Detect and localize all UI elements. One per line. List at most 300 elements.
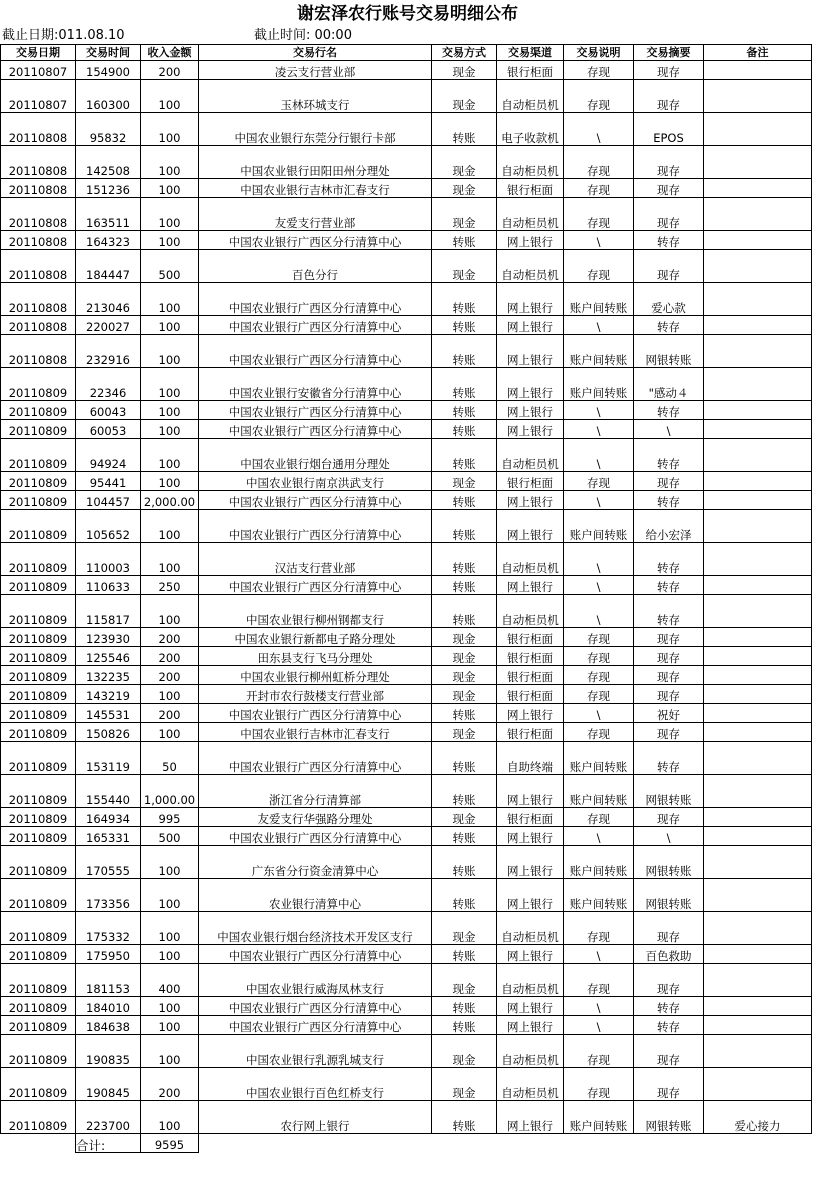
- cell-method: 转账: [432, 543, 497, 576]
- table-row: [1, 401, 812, 420]
- cell-remarks: [704, 420, 812, 439]
- cell-description: \: [564, 113, 634, 146]
- cell-date: 20110809: [1, 945, 76, 964]
- cell-amount: 200: [141, 666, 199, 685]
- cell-method: 转账: [432, 368, 497, 401]
- cell-amount: 100: [141, 316, 199, 335]
- cell-remarks: [704, 808, 812, 827]
- cell-bank: 中国农业银行新都电子路分理处: [199, 628, 432, 647]
- cell-description: \: [564, 595, 634, 628]
- cell-date: 20110809: [1, 1035, 76, 1068]
- cell-description: 存现: [564, 647, 634, 666]
- table-row: [1, 912, 812, 945]
- cell-summary: 转存: [634, 742, 704, 775]
- cell-method: 转账: [432, 510, 497, 543]
- cell-summary: 现存: [634, 964, 704, 997]
- cell-remarks: [704, 231, 812, 250]
- table-row: [1, 368, 812, 401]
- cell-time: 184010: [76, 997, 141, 1016]
- cell-remarks: [704, 945, 812, 964]
- cell-date: 20110809: [1, 879, 76, 912]
- table-row: [1, 61, 812, 80]
- table-row: [1, 231, 812, 250]
- total-empty: [199, 1134, 432, 1153]
- cell-remarks: [704, 283, 812, 316]
- total-row: [1, 1134, 812, 1153]
- cell-time: 115817: [76, 595, 141, 628]
- cell-remarks: [704, 335, 812, 368]
- cell-remarks: [704, 80, 812, 113]
- cell-remarks: [704, 1068, 812, 1101]
- cell-bank: 中国农业银行广西区分行清算中心: [199, 491, 432, 510]
- cell-description: 存现: [564, 198, 634, 231]
- cell-date: 20110809: [1, 742, 76, 775]
- cell-date: 20110809: [1, 628, 76, 647]
- cell-description: \: [564, 704, 634, 723]
- cell-summary: 转存: [634, 401, 704, 420]
- cell-method: 现金: [432, 647, 497, 666]
- cell-channel: 网上银行: [497, 420, 564, 439]
- cell-summary: 网银转账: [634, 879, 704, 912]
- table-row: [1, 742, 812, 775]
- cell-amount: 100: [141, 231, 199, 250]
- cell-method: 现金: [432, 628, 497, 647]
- cell-summary: 现存: [634, 685, 704, 704]
- cell-time: 190835: [76, 1035, 141, 1068]
- cell-summary: 现存: [634, 912, 704, 945]
- cell-bank: 田东县支行飞马分理处: [199, 647, 432, 666]
- cell-bank: 中国农业银行东莞分行银行卡部: [199, 113, 432, 146]
- cell-method: 现金: [432, 723, 497, 742]
- cell-summary: 转存: [634, 543, 704, 576]
- col-header-method: 交易方式: [432, 45, 497, 61]
- cell-method: 现金: [432, 80, 497, 113]
- cell-method: 转账: [432, 401, 497, 420]
- cell-summary: 现存: [634, 808, 704, 827]
- cell-time: 164323: [76, 231, 141, 250]
- cell-channel: 网上银行: [497, 576, 564, 595]
- cell-time: 60053: [76, 420, 141, 439]
- cell-channel: 银行柜面: [497, 808, 564, 827]
- cell-channel: 网上银行: [497, 368, 564, 401]
- table-row: [1, 808, 812, 827]
- cell-bank: 中国农业银行广西区分行清算中心: [199, 316, 432, 335]
- cell-time: 150826: [76, 723, 141, 742]
- cell-channel: 网上银行: [497, 1101, 564, 1134]
- cell-channel: 网上银行: [497, 827, 564, 846]
- cell-summary: 现存: [634, 61, 704, 80]
- table-row: [1, 997, 812, 1016]
- table-row: [1, 113, 812, 146]
- col-header-date: 交易日期: [1, 45, 76, 61]
- cell-channel: 银行柜面: [497, 723, 564, 742]
- cell-date: 20110808: [1, 316, 76, 335]
- col-header-time: 交易时间: [76, 45, 141, 61]
- cell-summary: 网银转账: [634, 335, 704, 368]
- cell-method: 现金: [432, 250, 497, 283]
- cell-method: 现金: [432, 808, 497, 827]
- cell-summary: 百色救助: [634, 945, 704, 964]
- cell-remarks: [704, 179, 812, 198]
- cell-amount: 100: [141, 283, 199, 316]
- cell-description: 账户间转账: [564, 335, 634, 368]
- cell-remarks: [704, 472, 812, 491]
- table-row: [1, 827, 812, 846]
- cell-bank: 中国农业银行广西区分行清算中心: [199, 510, 432, 543]
- cell-channel: 网上银行: [497, 283, 564, 316]
- cell-date: 20110808: [1, 250, 76, 283]
- cell-amount: 100: [141, 685, 199, 704]
- cell-description: 账户间转账: [564, 283, 634, 316]
- cell-summary: \: [634, 827, 704, 846]
- cell-amount: 200: [141, 1068, 199, 1101]
- cell-channel: 自动柜员机: [497, 80, 564, 113]
- cell-method: 转账: [432, 879, 497, 912]
- cell-remarks: [704, 401, 812, 420]
- cell-bank: 中国农业银行广西区分行清算中心: [199, 335, 432, 368]
- cell-channel: 网上银行: [497, 775, 564, 808]
- cell-description: 存现: [564, 912, 634, 945]
- cell-time: 165331: [76, 827, 141, 846]
- table-row: [1, 723, 812, 742]
- cell-time: 175332: [76, 912, 141, 945]
- cell-bank: 中国农业银行吉林市汇春支行: [199, 179, 432, 198]
- cutoff-time: 截止时间: 00:00: [254, 28, 352, 43]
- cell-amount: 100: [141, 912, 199, 945]
- table-row: [1, 628, 812, 647]
- cell-summary: 网银转账: [634, 1101, 704, 1134]
- cell-method: 转账: [432, 1016, 497, 1035]
- cell-date: 20110809: [1, 704, 76, 723]
- cell-channel: 网上银行: [497, 401, 564, 420]
- cell-summary: 现存: [634, 472, 704, 491]
- cell-remarks: [704, 666, 812, 685]
- cell-time: 143219: [76, 685, 141, 704]
- cell-remarks: [704, 647, 812, 666]
- cell-description: \: [564, 576, 634, 595]
- cell-time: 151236: [76, 179, 141, 198]
- table-row: [1, 491, 812, 510]
- cell-bank: 中国农业银行广西区分行清算中心: [199, 283, 432, 316]
- cell-method: 转账: [432, 595, 497, 628]
- cell-bank: 中国农业银行广西区分行清算中心: [199, 827, 432, 846]
- col-header-summary: 交易摘要: [634, 45, 704, 61]
- cell-summary: 转存: [634, 439, 704, 472]
- cell-date: 20110809: [1, 472, 76, 491]
- cell-time: 232916: [76, 335, 141, 368]
- cell-date: 20110809: [1, 723, 76, 742]
- cell-amount: 100: [141, 472, 199, 491]
- cell-date: 20110809: [1, 666, 76, 685]
- cell-time: 164934: [76, 808, 141, 827]
- cell-time: 125546: [76, 647, 141, 666]
- cell-method: 现金: [432, 472, 497, 491]
- cell-time: 142508: [76, 146, 141, 179]
- cell-amount: 100: [141, 420, 199, 439]
- cell-time: 181153: [76, 964, 141, 997]
- cell-channel: 网上银行: [497, 1016, 564, 1035]
- cell-summary: 现存: [634, 198, 704, 231]
- cell-remarks: [704, 628, 812, 647]
- cell-method: 转账: [432, 283, 497, 316]
- cell-description: 存现: [564, 472, 634, 491]
- cell-summary: 现存: [634, 723, 704, 742]
- cell-remarks: [704, 250, 812, 283]
- cell-amount: 100: [141, 1035, 199, 1068]
- cell-bank: 中国农业银行广西区分行清算中心: [199, 997, 432, 1016]
- cell-channel: 银行柜面: [497, 61, 564, 80]
- cell-method: 转账: [432, 576, 497, 595]
- cell-remarks: [704, 723, 812, 742]
- cell-time: 155440: [76, 775, 141, 808]
- cell-time: 95441: [76, 472, 141, 491]
- cell-date: 20110807: [1, 61, 76, 80]
- cell-channel: 网上银行: [497, 316, 564, 335]
- cell-remarks: [704, 997, 812, 1016]
- table-row: [1, 543, 812, 576]
- cell-time: 163511: [76, 198, 141, 231]
- cell-method: 转账: [432, 491, 497, 510]
- cell-bank: 汉沽支行营业部: [199, 543, 432, 576]
- col-header-channel: 交易渠道: [497, 45, 564, 61]
- cell-remarks: [704, 964, 812, 997]
- col-header-description: 交易说明: [564, 45, 634, 61]
- cell-description: 存现: [564, 80, 634, 113]
- cell-time: 110003: [76, 543, 141, 576]
- total-label: 合计:: [76, 1134, 141, 1153]
- cell-bank: 百色分行: [199, 250, 432, 283]
- cell-date: 20110809: [1, 368, 76, 401]
- cell-channel: 网上银行: [497, 846, 564, 879]
- cell-remarks: [704, 827, 812, 846]
- cell-summary: 现存: [634, 647, 704, 666]
- cell-date: 20110809: [1, 543, 76, 576]
- cell-description: \: [564, 491, 634, 510]
- cell-channel: 网上银行: [497, 997, 564, 1016]
- cell-time: 170555: [76, 846, 141, 879]
- cell-time: 105652: [76, 510, 141, 543]
- cell-description: 账户间转账: [564, 775, 634, 808]
- cell-bank: 中国农业银行广西区分行清算中心: [199, 401, 432, 420]
- cell-amount: 100: [141, 179, 199, 198]
- cell-method: 现金: [432, 179, 497, 198]
- cell-summary: 转存: [634, 316, 704, 335]
- cell-description: 存现: [564, 250, 634, 283]
- cell-bank: 中国农业银行广西区分行清算中心: [199, 742, 432, 775]
- cell-channel: 自动柜员机: [497, 439, 564, 472]
- cell-description: 账户间转账: [564, 368, 634, 401]
- cell-bank: 中国农业银行南京洪武支行: [199, 472, 432, 491]
- cell-channel: 自动柜员机: [497, 964, 564, 997]
- cell-bank: 浙江省分行清算部: [199, 775, 432, 808]
- cell-amount: 100: [141, 368, 199, 401]
- cell-bank: 中国农业银行广西区分行清算中心: [199, 231, 432, 250]
- cell-description: 账户间转账: [564, 879, 634, 912]
- cell-amount: 250: [141, 576, 199, 595]
- cell-time: 123930: [76, 628, 141, 647]
- col-header-bank: 交易行名: [199, 45, 432, 61]
- cell-description: 存现: [564, 1068, 634, 1101]
- page-title: 谢宏泽农行账号交易明细公布: [297, 4, 518, 24]
- cell-bank: 中国农业银行广西区分行清算中心: [199, 576, 432, 595]
- cell-amount: 200: [141, 704, 199, 723]
- cell-bank: 凌云支行营业部: [199, 61, 432, 80]
- cell-time: 145531: [76, 704, 141, 723]
- cell-date: 20110809: [1, 685, 76, 704]
- cell-description: 存现: [564, 179, 634, 198]
- cell-date: 20110808: [1, 335, 76, 368]
- cell-time: 184447: [76, 250, 141, 283]
- cell-bank: 玉林环城支行: [199, 80, 432, 113]
- cell-remarks: [704, 439, 812, 472]
- cell-time: 184638: [76, 1016, 141, 1035]
- cell-summary: 现存: [634, 1035, 704, 1068]
- cell-remarks: [704, 595, 812, 628]
- cell-remarks: [704, 879, 812, 912]
- cell-amount: 100: [141, 997, 199, 1016]
- cell-bank: 中国农业银行广西区分行清算中心: [199, 704, 432, 723]
- cell-amount: 100: [141, 113, 199, 146]
- cell-date: 20110809: [1, 846, 76, 879]
- col-header-amount: 收入金额: [141, 45, 199, 61]
- cell-description: 账户间转账: [564, 742, 634, 775]
- cell-amount: 50: [141, 742, 199, 775]
- cell-amount: 500: [141, 827, 199, 846]
- cell-bank: 中国农业银行柳州虹桥分理处: [199, 666, 432, 685]
- cutoff-date: 截止日期:011.08.10: [2, 28, 125, 43]
- cell-description: 存现: [564, 685, 634, 704]
- cell-amount: 100: [141, 543, 199, 576]
- cell-amount: 100: [141, 439, 199, 472]
- cell-method: 现金: [432, 912, 497, 945]
- cell-method: 现金: [432, 146, 497, 179]
- cell-amount: 100: [141, 335, 199, 368]
- cell-time: 94924: [76, 439, 141, 472]
- cell-summary: 网银转账: [634, 775, 704, 808]
- total-empty: [634, 1134, 704, 1153]
- cell-time: 104457: [76, 491, 141, 510]
- cell-description: 存现: [564, 61, 634, 80]
- cell-method: 转账: [432, 113, 497, 146]
- cell-remarks: [704, 198, 812, 231]
- cell-bank: 农行网上银行: [199, 1101, 432, 1134]
- cell-channel: 自动柜员机: [497, 250, 564, 283]
- cell-amount: 100: [141, 723, 199, 742]
- table-header-row: [1, 45, 812, 61]
- transaction-table: [0, 44, 812, 1153]
- cell-amount: 400: [141, 964, 199, 997]
- cell-bank: 友爱支行营业部: [199, 198, 432, 231]
- cell-remarks: 爱心接力: [704, 1101, 812, 1134]
- cell-summary: 爱心款: [634, 283, 704, 316]
- cell-channel: 网上银行: [497, 510, 564, 543]
- cell-remarks: [704, 846, 812, 879]
- cell-method: 转账: [432, 316, 497, 335]
- cell-date: 20110809: [1, 827, 76, 846]
- cell-method: 转账: [432, 335, 497, 368]
- cell-channel: 网上银行: [497, 335, 564, 368]
- cell-summary: 转存: [634, 231, 704, 250]
- cell-channel: 网上银行: [497, 704, 564, 723]
- cell-summary: 转存: [634, 595, 704, 628]
- cell-description: 存现: [564, 964, 634, 997]
- table-row: [1, 80, 812, 113]
- cell-date: 20110809: [1, 775, 76, 808]
- cell-channel: 银行柜面: [497, 685, 564, 704]
- cell-summary: "感动４: [634, 368, 704, 401]
- cell-amount: 200: [141, 628, 199, 647]
- cell-description: 存现: [564, 146, 634, 179]
- total-empty: [432, 1134, 497, 1153]
- cell-date: 20110809: [1, 808, 76, 827]
- table-row: [1, 685, 812, 704]
- cell-bank: 开封市农行鼓楼支行营业部: [199, 685, 432, 704]
- cell-bank: 中国农业银行广西区分行清算中心: [199, 1016, 432, 1035]
- cell-summary: 网银转账: [634, 846, 704, 879]
- cell-channel: 银行柜面: [497, 179, 564, 198]
- cell-date: 20110809: [1, 1101, 76, 1134]
- cell-amount: 200: [141, 647, 199, 666]
- table-row: [1, 879, 812, 912]
- cell-summary: 祝好: [634, 704, 704, 723]
- cell-channel: 自动柜员机: [497, 543, 564, 576]
- cell-method: 转账: [432, 945, 497, 964]
- table-row: [1, 439, 812, 472]
- table-row: [1, 704, 812, 723]
- cell-description: 存现: [564, 808, 634, 827]
- cell-amount: 100: [141, 146, 199, 179]
- cell-bank: 中国农业银行百色红桥支行: [199, 1068, 432, 1101]
- cell-summary: 现存: [634, 250, 704, 283]
- cell-remarks: [704, 704, 812, 723]
- col-header-remarks: 备注: [704, 45, 812, 61]
- cell-channel: 自助终端: [497, 742, 564, 775]
- cell-method: 现金: [432, 198, 497, 231]
- cell-remarks: [704, 510, 812, 543]
- cell-description: \: [564, 439, 634, 472]
- cell-summary: 现存: [634, 80, 704, 113]
- table-row: [1, 964, 812, 997]
- cell-bank: 中国农业银行广西区分行清算中心: [199, 420, 432, 439]
- cell-description: \: [564, 997, 634, 1016]
- cell-method: 转账: [432, 997, 497, 1016]
- cell-bank: 中国农业银行烟台通用分理处: [199, 439, 432, 472]
- cell-summary: 转存: [634, 491, 704, 510]
- cell-channel: 银行柜面: [497, 472, 564, 491]
- cell-date: 20110809: [1, 912, 76, 945]
- cell-date: 20110808: [1, 231, 76, 250]
- table-row: [1, 1101, 812, 1134]
- cell-amount: 1,000.00: [141, 775, 199, 808]
- cell-channel: 自动柜员机: [497, 1035, 564, 1068]
- cell-remarks: [704, 912, 812, 945]
- cell-description: \: [564, 420, 634, 439]
- total-empty: [704, 1134, 812, 1153]
- cell-remarks: [704, 742, 812, 775]
- table-row: [1, 420, 812, 439]
- cell-remarks: [704, 146, 812, 179]
- table-row: [1, 846, 812, 879]
- cell-amount: 995: [141, 808, 199, 827]
- cell-bank: 中国农业银行吉林市汇春支行: [199, 723, 432, 742]
- cell-date: 20110808: [1, 198, 76, 231]
- cell-amount: 100: [141, 595, 199, 628]
- cell-bank: 中国农业银行柳州钢都支行: [199, 595, 432, 628]
- cell-description: \: [564, 543, 634, 576]
- table-row: [1, 775, 812, 808]
- cell-amount: 100: [141, 80, 199, 113]
- cell-description: \: [564, 316, 634, 335]
